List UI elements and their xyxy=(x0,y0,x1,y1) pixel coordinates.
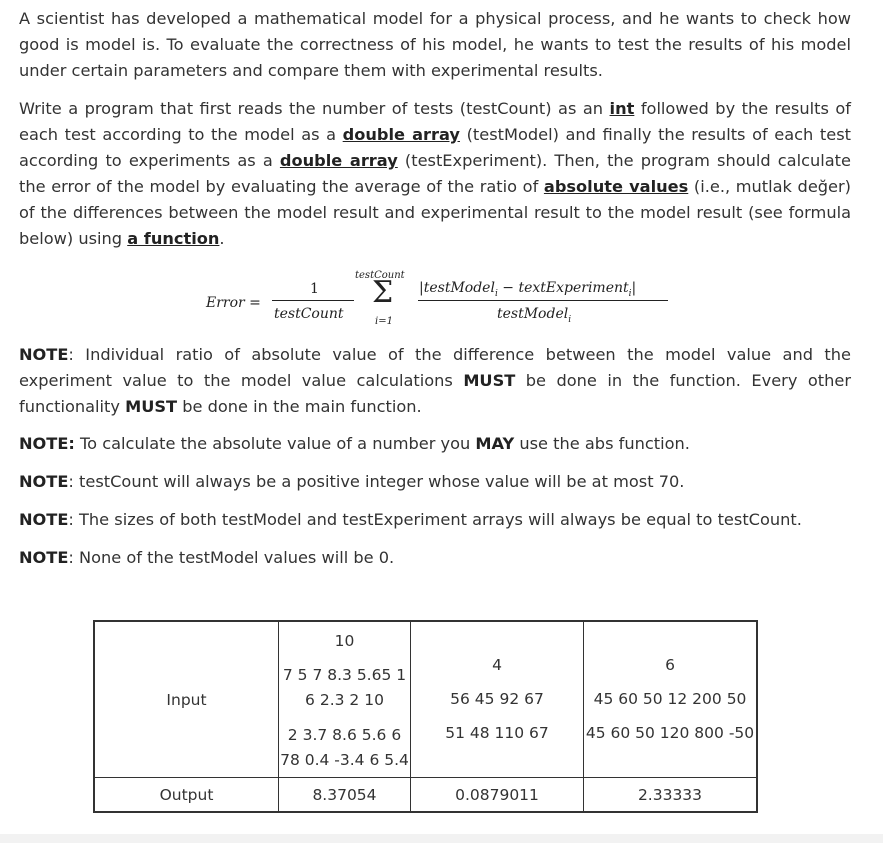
input-cell-1: 10 7 5 7 8.3 5.65 1 6 2.3 2 10 2 3.7 8.6 5.6 6 78 0.4 -3.4 6 5.4 xyxy=(279,621,411,778)
note-4: NOTE: The sizes of both testModel and testExperiment arrays will always be equal to testCount. xyxy=(19,510,802,529)
task-paragraph: Write a program that first reads the number of tests (testCount) as an int followed by the results of each test according to the model as a double array (testModel) and finally the results of each test according to experiments as a double array (testExperiment). Then, the program should calculate the error of the model by evaluating the average of the ratio of absolute values (i.e., mutlak değer) of the differences between the model result and experimental result to the model result (see formula below) using a function. xyxy=(19,99,851,248)
formula-denominator: testModel$_i$ xyxy=(497,306,572,325)
formula-numerator: |testModel$_i$ − textExperiment$_i$| xyxy=(419,280,637,299)
problem-statement xyxy=(19,6,852,567)
page-footer-strip xyxy=(0,834,883,843)
error-formula xyxy=(19,266,719,336)
input-cell-2: 4 56 45 92 67 51 48 110 67 xyxy=(411,621,584,778)
formula-one: 1 xyxy=(310,281,319,297)
double-array-keyword: double array xyxy=(279,151,398,170)
fraction-bar-main xyxy=(418,300,668,301)
a-function-keyword: a function xyxy=(127,229,220,248)
note-3: NOTE: testCount will always be a positive integer whose value will be at most 70. xyxy=(19,472,685,491)
output-cell-3: 2.33333 xyxy=(584,778,758,813)
note-2: NOTE: To calculate the absolute value of a number you MAY use the abs function. xyxy=(19,434,690,453)
input-label-cell: Input xyxy=(94,621,279,778)
output-cell-1: 8.37054 xyxy=(279,778,411,813)
absolute-values-keyword: absolute values xyxy=(543,177,689,196)
table-row-input xyxy=(94,621,757,778)
int-keyword: int xyxy=(609,99,635,118)
fraction-bar xyxy=(272,300,354,301)
formula-lhs: Error = xyxy=(206,295,261,311)
note-1: NOTE: Individual ratio of absolute value of the difference between the model value and the experiment value to the model value calculations MUST be done in the function. Every other functionality MUST be done in the main function. xyxy=(19,345,852,416)
table-row-output xyxy=(94,778,757,813)
sum-lower-limit: i=1 xyxy=(375,316,393,327)
note-5: NOTE: None of the testModel values will be 0. xyxy=(19,548,395,567)
intro-paragraph: A scientist has developed a mathematical model for a physical process, and he wants to check how good is model is. To evaluate the correctness of his model, he wants to test the results of his model under certain parameters and compare them with experimental results. xyxy=(19,9,851,80)
io-examples-table xyxy=(93,620,758,813)
output-label-cell: Output xyxy=(94,778,279,813)
sum-symbol: Σ xyxy=(372,275,394,310)
double-array-keyword: double array xyxy=(342,125,460,144)
formula-testcount: testCount xyxy=(274,306,344,322)
input-cell-3: 6 45 60 50 12 200 50 45 60 50 120 800 -50 xyxy=(584,621,758,778)
sum-upper-limit: testCount xyxy=(355,270,405,281)
output-cell-2: 0.0879011 xyxy=(411,778,584,813)
